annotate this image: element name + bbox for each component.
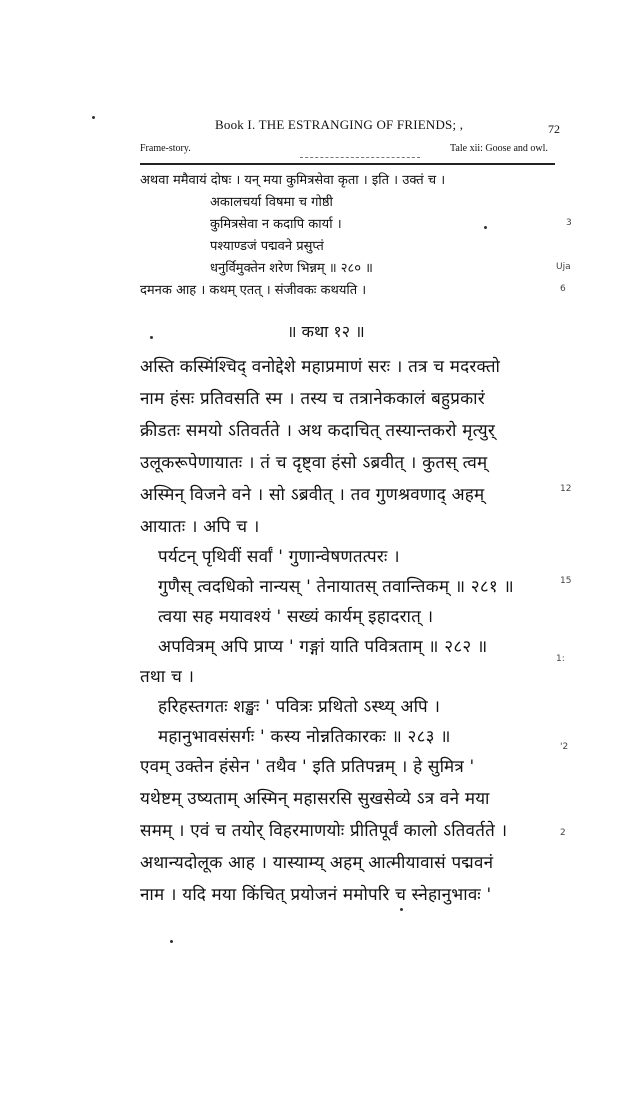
margin-note-8: 2 bbox=[560, 828, 566, 838]
margin-note-6: 1: bbox=[556, 654, 565, 664]
speck-mark bbox=[92, 116, 95, 119]
margin-note-1: 3 bbox=[566, 218, 572, 228]
verse-283-a: हरिहस्तगतः शङ्खः ' पवित्रः प्रथितो ऽस्थ्य् अपि । bbox=[158, 697, 441, 717]
para1-line-4: उलूकरूपेणायातः । तं च दृष्ट्वा हंसो ऽब्रवीत् । कुतस् त्वम् bbox=[140, 453, 488, 473]
intro-line-2: दमनक आह । कथम् एतत् । संजीवकः कथयति । bbox=[140, 283, 367, 298]
verse-281-a: पर्यटन् पृथिवीं सर्वां ' गुणान्वेषणतत्परः । bbox=[158, 547, 400, 567]
para2-line-3: समम् । एवं च तयोर् विहरमाणयोः प्रीतिपूर्वं कालो ऽतिवर्तते । bbox=[140, 821, 508, 841]
margin-note-5: 15 bbox=[560, 576, 572, 586]
verse-283-b: महानुभावसंसर्गः ' कस्य नोन्नतिकारकः ॥ २८३ ॥ bbox=[158, 727, 451, 747]
frame-story-label: Frame-story. bbox=[140, 143, 191, 154]
speck-mark bbox=[150, 336, 153, 339]
story-title: ॥ कथा १२ ॥ bbox=[287, 322, 365, 341]
speck-mark bbox=[400, 908, 403, 911]
intro-verse-2: कुमित्रसेवा न कदापि कार्या । bbox=[210, 217, 342, 232]
margin-note-2: Uja bbox=[556, 262, 571, 272]
intro-verse-4: धनुर्विमुक्तेन शरेण भिन्नम् ॥ २८० ॥ bbox=[210, 261, 373, 276]
intro-verse-1: अकालचर्या विषमा च गोष्ठी bbox=[210, 195, 333, 210]
header-rule bbox=[140, 163, 555, 165]
margin-note-7: '2 bbox=[560, 742, 569, 752]
speck-mark bbox=[484, 226, 487, 229]
intro-verse-3: पश्याण्डजं पद्मवने प्रसुप्तं bbox=[210, 239, 324, 254]
para1-line-5: अस्मिन् विजने वने । सो ऽब्रवीत् । तव गुणश्रवणाद् अहम् bbox=[140, 485, 485, 505]
para1-line-6: आयातः । अपि च । bbox=[140, 517, 260, 537]
para1-line-2: नाम हंसः प्रतिवसति स्म । तस्य च तत्रानेककालं बहुप्रकारं bbox=[140, 389, 485, 409]
margin-note-4: 12 bbox=[560, 484, 572, 494]
verse-281-b: गुणैस् त्वदधिको नान्यस् ' तेनायातस् तवान्तिकम् ॥ २८१ ॥ bbox=[158, 577, 514, 597]
para1-line-3: क्रीडतः समयो ऽतिवर्तते । अथ कदाचित् तस्यान्तकरो मृत्युर् bbox=[140, 421, 495, 441]
dashed-rule bbox=[300, 157, 420, 158]
intro-line-1: अथवा ममैवायं दोषः । यन् मया कुमित्रसेवा कृता । इति । उक्तं च । bbox=[140, 173, 446, 188]
running-head: Book I. THE ESTRANGING OF FRIENDS; , bbox=[215, 117, 464, 132]
para2-line-5: नाम । यदि मया किंचित् प्रयोजनं ममोपरि च स्नेहानुभावः ' bbox=[140, 885, 492, 905]
margin-note-3: 6 bbox=[560, 284, 566, 294]
verse-282-a: त्वया सह मयावश्यं ' सख्यं कार्यम् इहादरात् । bbox=[158, 607, 434, 627]
verse-282-b: अपवित्रम् अपि प्राप्य ' गङ्गां याति पवित्रताम् ॥ २८२ ॥ bbox=[158, 637, 488, 657]
para2-line-2: यथेष्टम् उष्यताम् अस्मिन् महासरसि सुखसेव्ये ऽत्र वने मया bbox=[140, 789, 490, 809]
para2-line-1: एवम् उक्तेन हंसेन ' तथैव ' इति प्रतिपन्नम् । हे सुमित्र ' bbox=[140, 757, 475, 777]
para2-line-4: अथान्यदोलूक आह । यास्याम्य् अहम् आत्मीयावासं पद्मवनं bbox=[140, 853, 494, 873]
speck-mark bbox=[170, 940, 173, 943]
tatha-ca: तथा च । bbox=[140, 667, 195, 687]
para1-line-1: अस्ति कस्मिंश्चिद् वनोद्देशे महाप्रमाणं सरः । तत्र च मदरक्तो bbox=[140, 357, 501, 377]
page-number: 72 bbox=[548, 122, 560, 136]
tale-label: Tale xii: Goose and owl. bbox=[450, 143, 548, 154]
